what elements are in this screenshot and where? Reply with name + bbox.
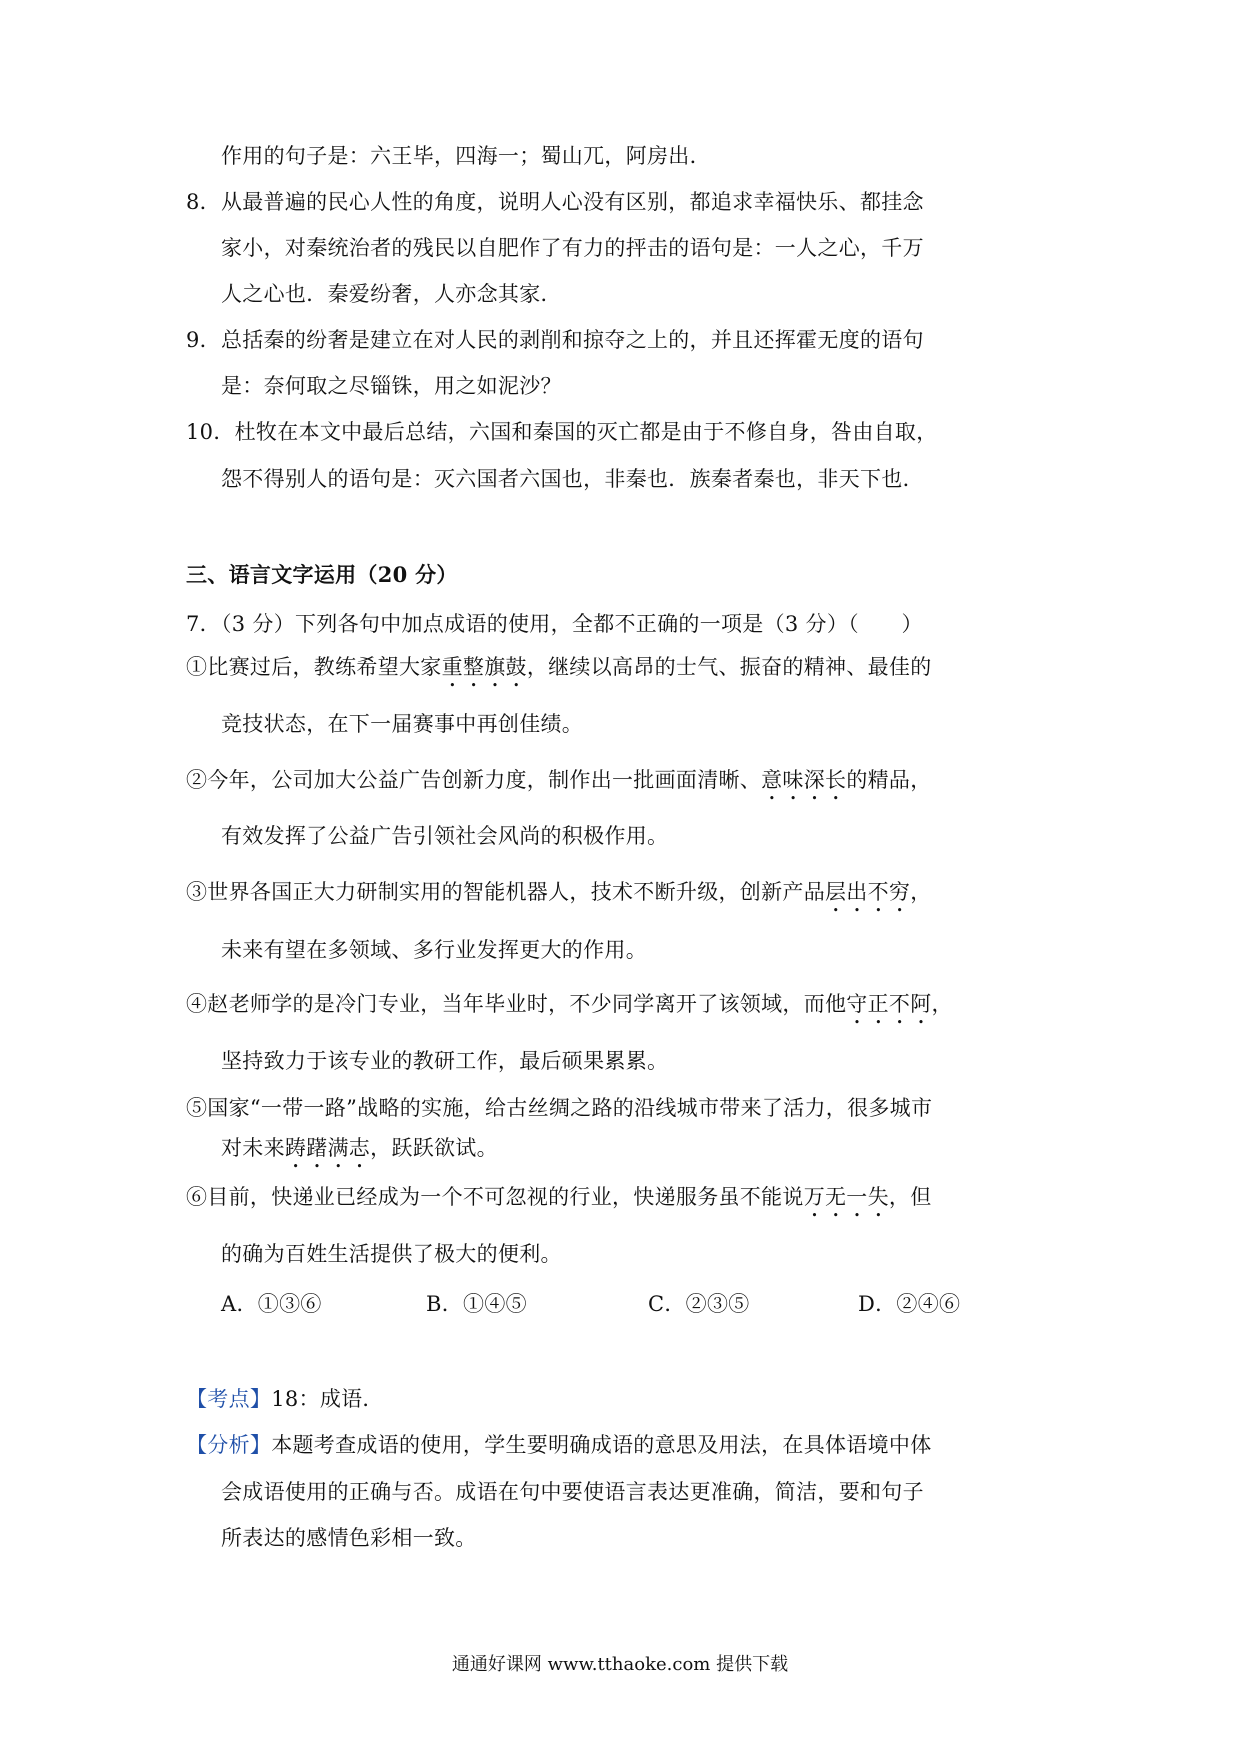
option-b[interactable]: B．①④⑤ — [426, 1292, 527, 1316]
answer-options — [221, 1289, 960, 1319]
sentence-5-line-2 — [221, 1133, 498, 1173]
idiom-6: 万无一失 — [803, 1185, 889, 1209]
s4-text-a: ④赵老师学的是冷门专业，当年毕业时，不少同学离开了该领域，而他 — [186, 992, 847, 1016]
question-stem: 7．（3 分）下列各句中加点成语的使用，全都不正确的一项是（3 分）（ ） — [186, 612, 923, 636]
sentence-1-line-1 — [186, 652, 932, 692]
fenxi-text-1: 本题考查成语的使用，学生要明确成语的意思及用法，在具体语境中体 — [271, 1433, 932, 1457]
fenxi-line-2: 会成语使用的正确与否。成语在句中要使语言表达更准确，简洁，要和句子 — [221, 1480, 924, 1504]
answer-8-line-3: 人之心也．秦爱纷奢，人亦念其家． — [221, 282, 562, 306]
kaodian-tag: 【考点】 — [186, 1387, 272, 1411]
sentence-4-line-1 — [186, 989, 953, 1029]
section-3-title: 三、语言文字运用（20 分） — [186, 562, 458, 587]
s1-text-a: ①比赛过后，教练希望大家 — [186, 655, 442, 679]
s6-text-a: ⑥目前，快递业已经成为一个不可忽视的行业，快递服务虽不能说 — [186, 1185, 804, 1209]
fenxi-line-1 — [186, 1430, 932, 1460]
s2-text-a: ②今年，公司加大公益广告创新力度，制作出一批画面清晰、 — [186, 768, 762, 792]
sentence-6-line-1 — [186, 1182, 932, 1222]
s3-text-b: ， — [910, 880, 932, 904]
option-d[interactable]: D．②④⑥ — [858, 1292, 961, 1316]
option-a[interactable]: A．①③⑥ — [221, 1292, 322, 1316]
sentence-4-line-2: 坚持致力于该专业的教研工作，最后硕果累累。 — [221, 1049, 669, 1073]
answer-10-line-2: 怨不得别人的语句是：灭六国者六国也，非秦也．族秦者秦也，非天下也． — [221, 467, 924, 491]
sentence-6-line-2: 的确为百姓生活提供了极大的便利。 — [221, 1242, 562, 1266]
s5-text-c: ，跃跃欲试。 — [370, 1136, 498, 1160]
s3-text-a: ③世界各国正大力研制实用的智能机器人，技术不断升级，创新产品 — [186, 880, 825, 904]
option-c[interactable]: C．②③⑤ — [648, 1292, 750, 1316]
answer-10-line-1: 10．杜牧在本文中最后总结，六国和秦国的灭亡都是由于不修自身，咎由自取， — [186, 420, 938, 444]
answer-7-continued: 作用的句子是：六王毕，四海一；蜀山兀，阿房出． — [221, 144, 711, 168]
kaodian-line — [186, 1384, 384, 1414]
answer-8-line-2: 家小，对秦统治者的残民以自肥作了有力的抨击的语句是：一人之心，千万 — [221, 236, 924, 260]
fenxi-tag: 【分析】 — [186, 1433, 272, 1457]
sentence-2-line-1 — [186, 765, 932, 805]
s1-text-b: ，继续以高昂的士气、振奋的精神、最佳的 — [526, 655, 932, 679]
kaodian-text: 18：成语． — [271, 1387, 384, 1411]
s4-text-b: ， — [931, 992, 953, 1016]
fenxi-line-3: 所表达的感情色彩相一致。 — [221, 1526, 477, 1550]
sentence-5-line-1: ⑤国家“一带一路”战略的实施，给古丝绸之路的沿线城市带来了活力，很多城市 — [186, 1096, 933, 1120]
idiom-2: 意味深长 — [761, 768, 847, 792]
sentence-3-line-1 — [186, 877, 932, 917]
answer-8-line-1: 8．从最普遍的民心人性的角度，说明人心没有区别，都追求幸福快乐、都挂念 — [186, 190, 924, 214]
idiom-1: 重整旗鼓 — [441, 655, 527, 679]
answer-9-line-1: 9．总括秦的纷奢是建立在对人民的剥削和掠夺之上的，并且还挥霍无度的语句 — [186, 328, 924, 352]
answer-9-line-2: 是：奈何取之尽锱铢，用之如泥沙？ — [221, 374, 562, 398]
s5-text-b: 对未来 — [221, 1136, 285, 1160]
s2-text-b: 的精品， — [846, 768, 932, 792]
sentence-1-line-2: 竞技状态，在下一届赛事中再创佳绩。 — [221, 712, 584, 736]
page-footer: 通通好课网 www.tthaoke.com 提供下载 — [451, 1654, 789, 1675]
idiom-3: 层出不穷 — [825, 880, 911, 904]
s6-text-b: ，但 — [888, 1185, 932, 1209]
sentence-3-line-2: 未来有望在多领域、多行业发挥更大的作用。 — [221, 938, 647, 962]
idiom-4: 守正不阿 — [846, 992, 932, 1016]
idiom-5: 踌躇满志 — [284, 1136, 371, 1160]
sentence-2-line-2: 有效发挥了公益广告引领社会风尚的积极作用。 — [221, 824, 669, 848]
